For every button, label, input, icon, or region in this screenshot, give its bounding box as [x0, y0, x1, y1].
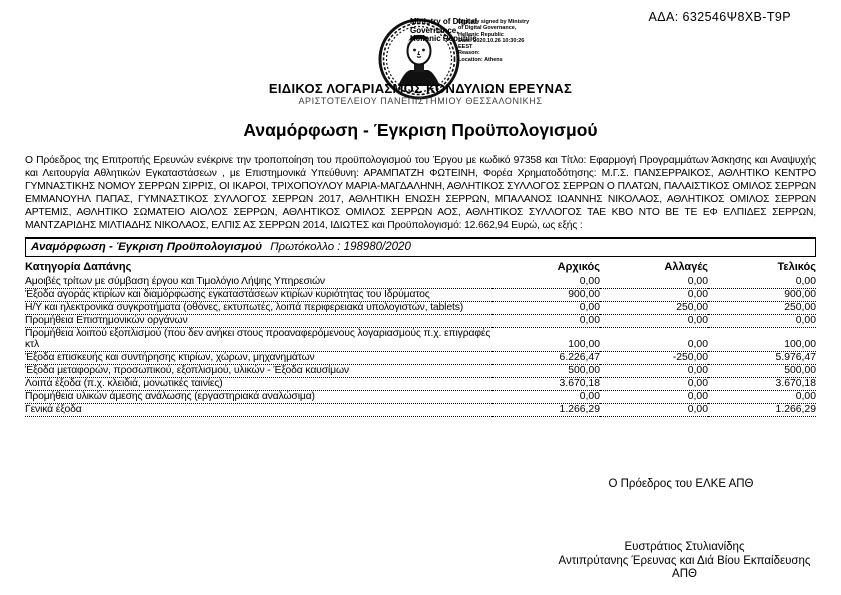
amount-cell: 6.226,47: [492, 352, 600, 365]
amount-cell: 0,00: [600, 289, 708, 302]
university-name: ΑΡΙΣΤΟΤΕΛΕΙΟΥ ΠΑΝΕΠΙΣΤΗΜΙΟΥ ΘΕΣΣΑΛΟΝΙΚΗΣ: [298, 96, 543, 106]
budget-table-section: [25, 237, 816, 417]
amount-cell: 900,00: [708, 289, 816, 302]
table-body: [25, 276, 816, 417]
signatory-institution: ΑΠΘ: [672, 568, 697, 580]
table-row: [25, 391, 816, 404]
column-header-final: Τελικός: [777, 261, 816, 273]
category-cell: Προμήθεια Επιστημονικών οργάνων: [25, 315, 492, 328]
column-header-category: Κατηγορία Δαπάνης: [25, 261, 132, 273]
amount-cell: 0,00: [492, 276, 600, 289]
amount-cell: 3.670,18: [708, 378, 816, 391]
category-cell: Αμοιβές τρίτων με σύμβαση έργου και Τιμολόγιο Λήψης Υπηρεσιών: [25, 276, 492, 289]
president-signature-title: Ο Πρόεδρος του ΕΛΚΕ ΑΠΘ: [608, 478, 754, 490]
signatory-block: [528, 541, 841, 582]
amount-cell: 0,00: [708, 391, 816, 404]
signatory-role: Αντιπρύτανης Έρευνας και Διά Βίου Εκπαίδευσης: [558, 554, 811, 567]
category-cell: Έξοδα μεταφορών, προσωπικού, εξοπλισμού, υλικών - Έξοδα καυσίμων: [25, 365, 492, 378]
category-cell: Γενικά έξοδα: [25, 404, 492, 417]
category-cell: Λοιπά έξοδα (π.χ. κλειδιά, μονωτικές ταινίες): [25, 378, 492, 391]
amount-cell: 5.976,47: [708, 352, 816, 365]
table-row: [25, 328, 816, 352]
table-row: [25, 404, 816, 417]
category-cell: Προμήθεια λοιπού εξοπλισμού (που δεν ανήκει στους προαναφερόμενους λογαριασμούς π.χ. επιγραφές κτλ: [25, 328, 491, 350]
amount-cell: -250,00: [600, 352, 708, 365]
amount-cell: 500,00: [492, 365, 600, 378]
amount-cell: 0,00: [600, 404, 708, 417]
amount-cell: 100,00: [492, 328, 600, 352]
amount-cell: 250,00: [708, 302, 816, 315]
ministry-signer-label: Ministry of Digital Governance, Hellenic Republic: [410, 17, 478, 43]
amount-cell: 0,00: [492, 315, 600, 328]
amount-cell: 0,00: [600, 328, 708, 352]
table-row: [25, 302, 816, 315]
amount-cell: 1.266,29: [708, 404, 816, 417]
amount-cell: 100,00: [708, 328, 816, 352]
page-title: Αναμόρφωση - Έγκριση Προϋπολογισμού: [243, 120, 598, 140]
amount-cell: 250,00: [600, 302, 708, 315]
category-cell: Έξοδα επισκευής και συντήρησης κτιρίων, χώρων, μηχανημάτων: [25, 352, 492, 365]
category-cell: Έξοδα αγοράς κτιρίων και διαμόρφωσης εγκαταστάσεων κτιρίων κυριότητας του Ιδρύματος: [25, 289, 492, 302]
amount-cell: 0,00: [708, 276, 816, 289]
table-row: [25, 352, 816, 365]
amount-cell: 1.266,29: [492, 404, 600, 417]
amount-cell: 0,00: [600, 391, 708, 404]
amount-cell: 0,00: [600, 315, 708, 328]
table-title: Αναμόρφωση - Έγκριση Προϋπολογισμού: [31, 241, 263, 253]
amount-cell: 0,00: [600, 378, 708, 391]
table-row: [25, 378, 816, 391]
protocol-number: Πρωτόκολλο : 198980/2020: [270, 241, 411, 253]
amount-cell: 0,00: [492, 391, 600, 404]
budget-table: [25, 260, 816, 417]
amount-cell: 500,00: [708, 365, 816, 378]
organization-name: ΕΙΔΙΚΟΣ ΛΟΓΑΡΙΑΣΜΟΣ ΚΟΝΔΥΛΙΩΝ ΕΡΕΥΝΑΣ: [268, 81, 573, 96]
amount-cell: 0,00: [600, 276, 708, 289]
table-row: [25, 276, 816, 289]
amount-cell: 0,00: [600, 365, 708, 378]
ada-code: ΑΔΑ: 632546Ψ8ΧΒ-Τ9Ρ: [648, 10, 791, 24]
amount-cell: 0,00: [708, 315, 816, 328]
signatory-name: Ευστράτιος Στυλιανίδης: [624, 541, 745, 553]
amount-cell: 3.670,18: [492, 378, 600, 391]
table-header-row: [25, 260, 816, 276]
amount-cell: 900,00: [492, 289, 600, 302]
table-row: [25, 289, 816, 302]
category-cell: Η/Υ και ηλεκτρονικά συγκροτήματα (οθόνες, εκτυπωτές, λοιπά περιφερειακά υπολογιστών, tablets): [25, 302, 492, 315]
approval-paragraph: Ο Πρόεδρος της Επιτροπής Ερευνών ενέκρινε την τροποποίηση του προϋπολογισμού του Έργου με κωδικό 97358 και Τίτλο: Εφαρμογή Προγραμμάτων Άσκησης και Αναψυχής και Λειτουργία Αθλητικών Εγκαταστάσεων , με Επιστημονικά Υπεύθυνη: ΑΡΑΜΠΑΤΖΗ ΦΩΤΕΙΝΗ, Φορέα Χρηματοδότησης: Μ.Γ.Σ. ΠΑΝΣΕΡΡΑΙΚΟΣ, ΑΘΛΗΤΙΚΟ ΚΕΝΤΡΟ ΓΥΜΝΑΣΤΙΚΗΣ ΝΟΜΟΥ ΣΕΡΡΩΝ ΣΙΡΡΙΣ, ΟΙ ΙΚΑΡΟΙ, ΤΡΙΧΟΠΟΥΛΟΥ ΜΑΡΙΑ-ΜΑΓΔΑΛΗΝΗ, ΑΘΛΗΤΙΚΟΣ ΣΥΛΛΟΓΟΣ ΣΕΡΡΩΝ Ο ΠΛΑΤΩΝ, ΠΑΛΑΙΣΤΙΚΟΣ ΟΜΙΛΟΣ ΣΕΡΡΩΝ ΕΜΜΑΝΟΥΗΛ ΠΑΠΑΣ, ΓΥΜΝΑΣΤΙΚΟΣ ΣΥΛΛΟΓΟΣ ΣΕΡΡΩΝ 2017, ΑΘΛΗΤΙΚΗ ΕΝΩΣΗ ΣΕΡΡΩΝ, ΜΠΑΛΑΝΟΣ ΙΩΑΝΝΗΣ ΝΙΚΟΛΑΟΣ, ΑΘΛΗΤΙΚΟΣ ΟΜΙΛΟΣ ΣΕΡΡΩΝ ΑΡΤΕΜΙΣ, ΑΘΛΗΤΙΚΟ ΣΩΜΑΤΕΙΟ ΑΙΟΛΟΣ ΣΕΡΡΩΝ, ΑΘΛΗΤΙΚΟΣ ΟΜΙΛΟΣ ΣΕΡΡΩΝ ΑΟΣ, ΑΘΛΗΤΙΚΟΣ ΣΥΛΛΟΓΟΣ ΤΑΕ ΚΒΟ ΝΤΟ ΒΕ ΤΕ ΕΦ ΕΛΠΙΔΕΣ ΣΕΡΡΩΝ, ΜΑΝΤΖΑΡΙΔΗΣ ΜΙΛΤΙΑΔΗΣ ΝΙΚΟΛΑΟΣ, ΕΛΠΙΣ ΑΣ ΣΕΡΡΩΝ 2014, ΙΔΙΩΤΕΣ και Προϋπολογισμό: 12.662,94 Ευρώ, ως εξής :: [25, 155, 816, 231]
column-header-initial: Αρχικός: [557, 261, 600, 273]
table-row: [25, 315, 816, 328]
table-row: [25, 365, 816, 378]
amount-cell: 0,00: [492, 302, 600, 315]
table-title-bar: [25, 237, 816, 257]
signature-details-text: Digitally signed by Ministry of Digital Governance, Hellenic Republic Date: 2020.10.26 10:30:26 EEST Reason: Location: Athens: [458, 19, 530, 63]
column-header-changes: Αλλαγές: [664, 261, 708, 273]
category-cell: Προμήθεια υλικών άμεσης ανάλωσης (εργαστηριακά αναλώσιμα): [25, 391, 492, 404]
